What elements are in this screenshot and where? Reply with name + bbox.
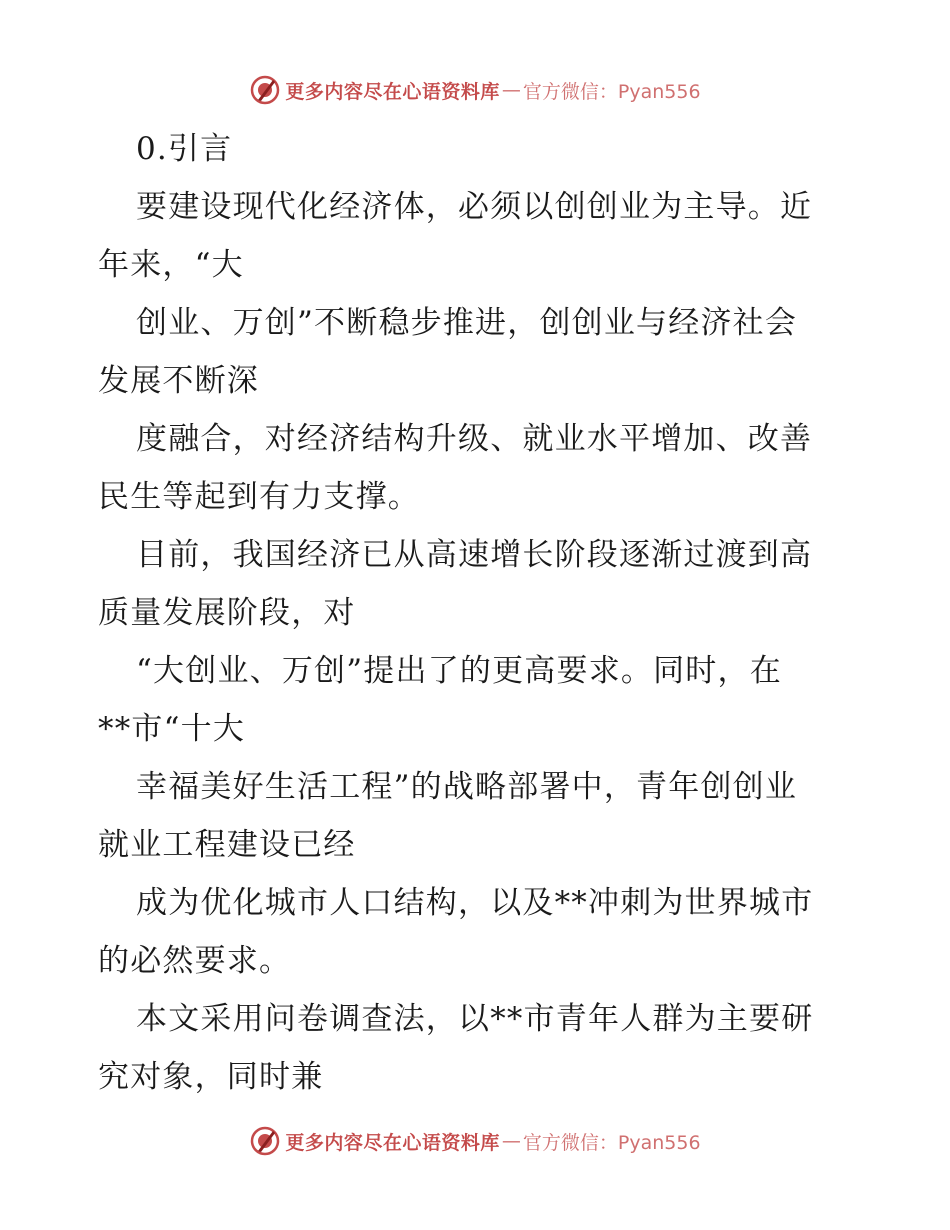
paragraph-line: 要建设现代化经济体，必须以创创业为主导。近 xyxy=(136,189,813,225)
watermark-site-text: 更多内容尽在心语资料库 xyxy=(285,80,500,103)
footer-watermark xyxy=(0,1121,950,1161)
paragraph-line: “大创业、万创”提出了的更高要求。同时，在 xyxy=(136,653,782,689)
paragraph-line: 就业工程建设已经 xyxy=(98,827,356,863)
watermark-wechat-text: 官方微信：Pyan556 xyxy=(522,80,701,103)
paragraph-line: 本文采用问卷调查法，以**市青年人群为主要研 xyxy=(136,1001,814,1037)
paragraph-line: 目前，我国经济已从高速增长阶段逐渐过渡到高 xyxy=(136,537,813,573)
document-body xyxy=(98,120,858,1106)
paragraph-line: 创业、万创”不断稳步推进，创创业与经济社会 xyxy=(136,305,798,341)
paragraph-line: 幸福美好生活工程”的战略部署中，青年创创业 xyxy=(136,769,798,805)
paragraph-line: 究对象，同时兼 xyxy=(98,1059,324,1095)
paragraph-line: 质量发展阶段，对 xyxy=(98,595,356,631)
watermark-separator: — xyxy=(501,79,521,101)
paragraph-line: 的必然要求。 xyxy=(98,943,292,979)
quill-emblem-icon xyxy=(249,74,281,106)
watermark-separator: — xyxy=(501,1130,521,1152)
paragraph-line: **市“十大 xyxy=(98,711,246,747)
section-heading: 0.引言 xyxy=(136,131,233,167)
paragraph-line: 发展不断深 xyxy=(98,363,259,399)
paragraph-line: 成为优化城市人口结构，以及**冲刺为世界城市 xyxy=(136,885,814,921)
paragraph-line: 民生等起到有力支撑。 xyxy=(98,479,420,515)
quill-emblem-icon xyxy=(249,1125,281,1157)
watermark-site-text: 更多内容尽在心语资料库 xyxy=(285,1131,500,1154)
header-watermark xyxy=(0,70,950,110)
paragraph-line: 度融合，对经济结构升级、就业水平增加、改善 xyxy=(136,421,813,457)
watermark-wechat-text: 官方微信：Pyan556 xyxy=(522,1131,701,1154)
paragraph-line: 年来，“大 xyxy=(98,247,244,283)
